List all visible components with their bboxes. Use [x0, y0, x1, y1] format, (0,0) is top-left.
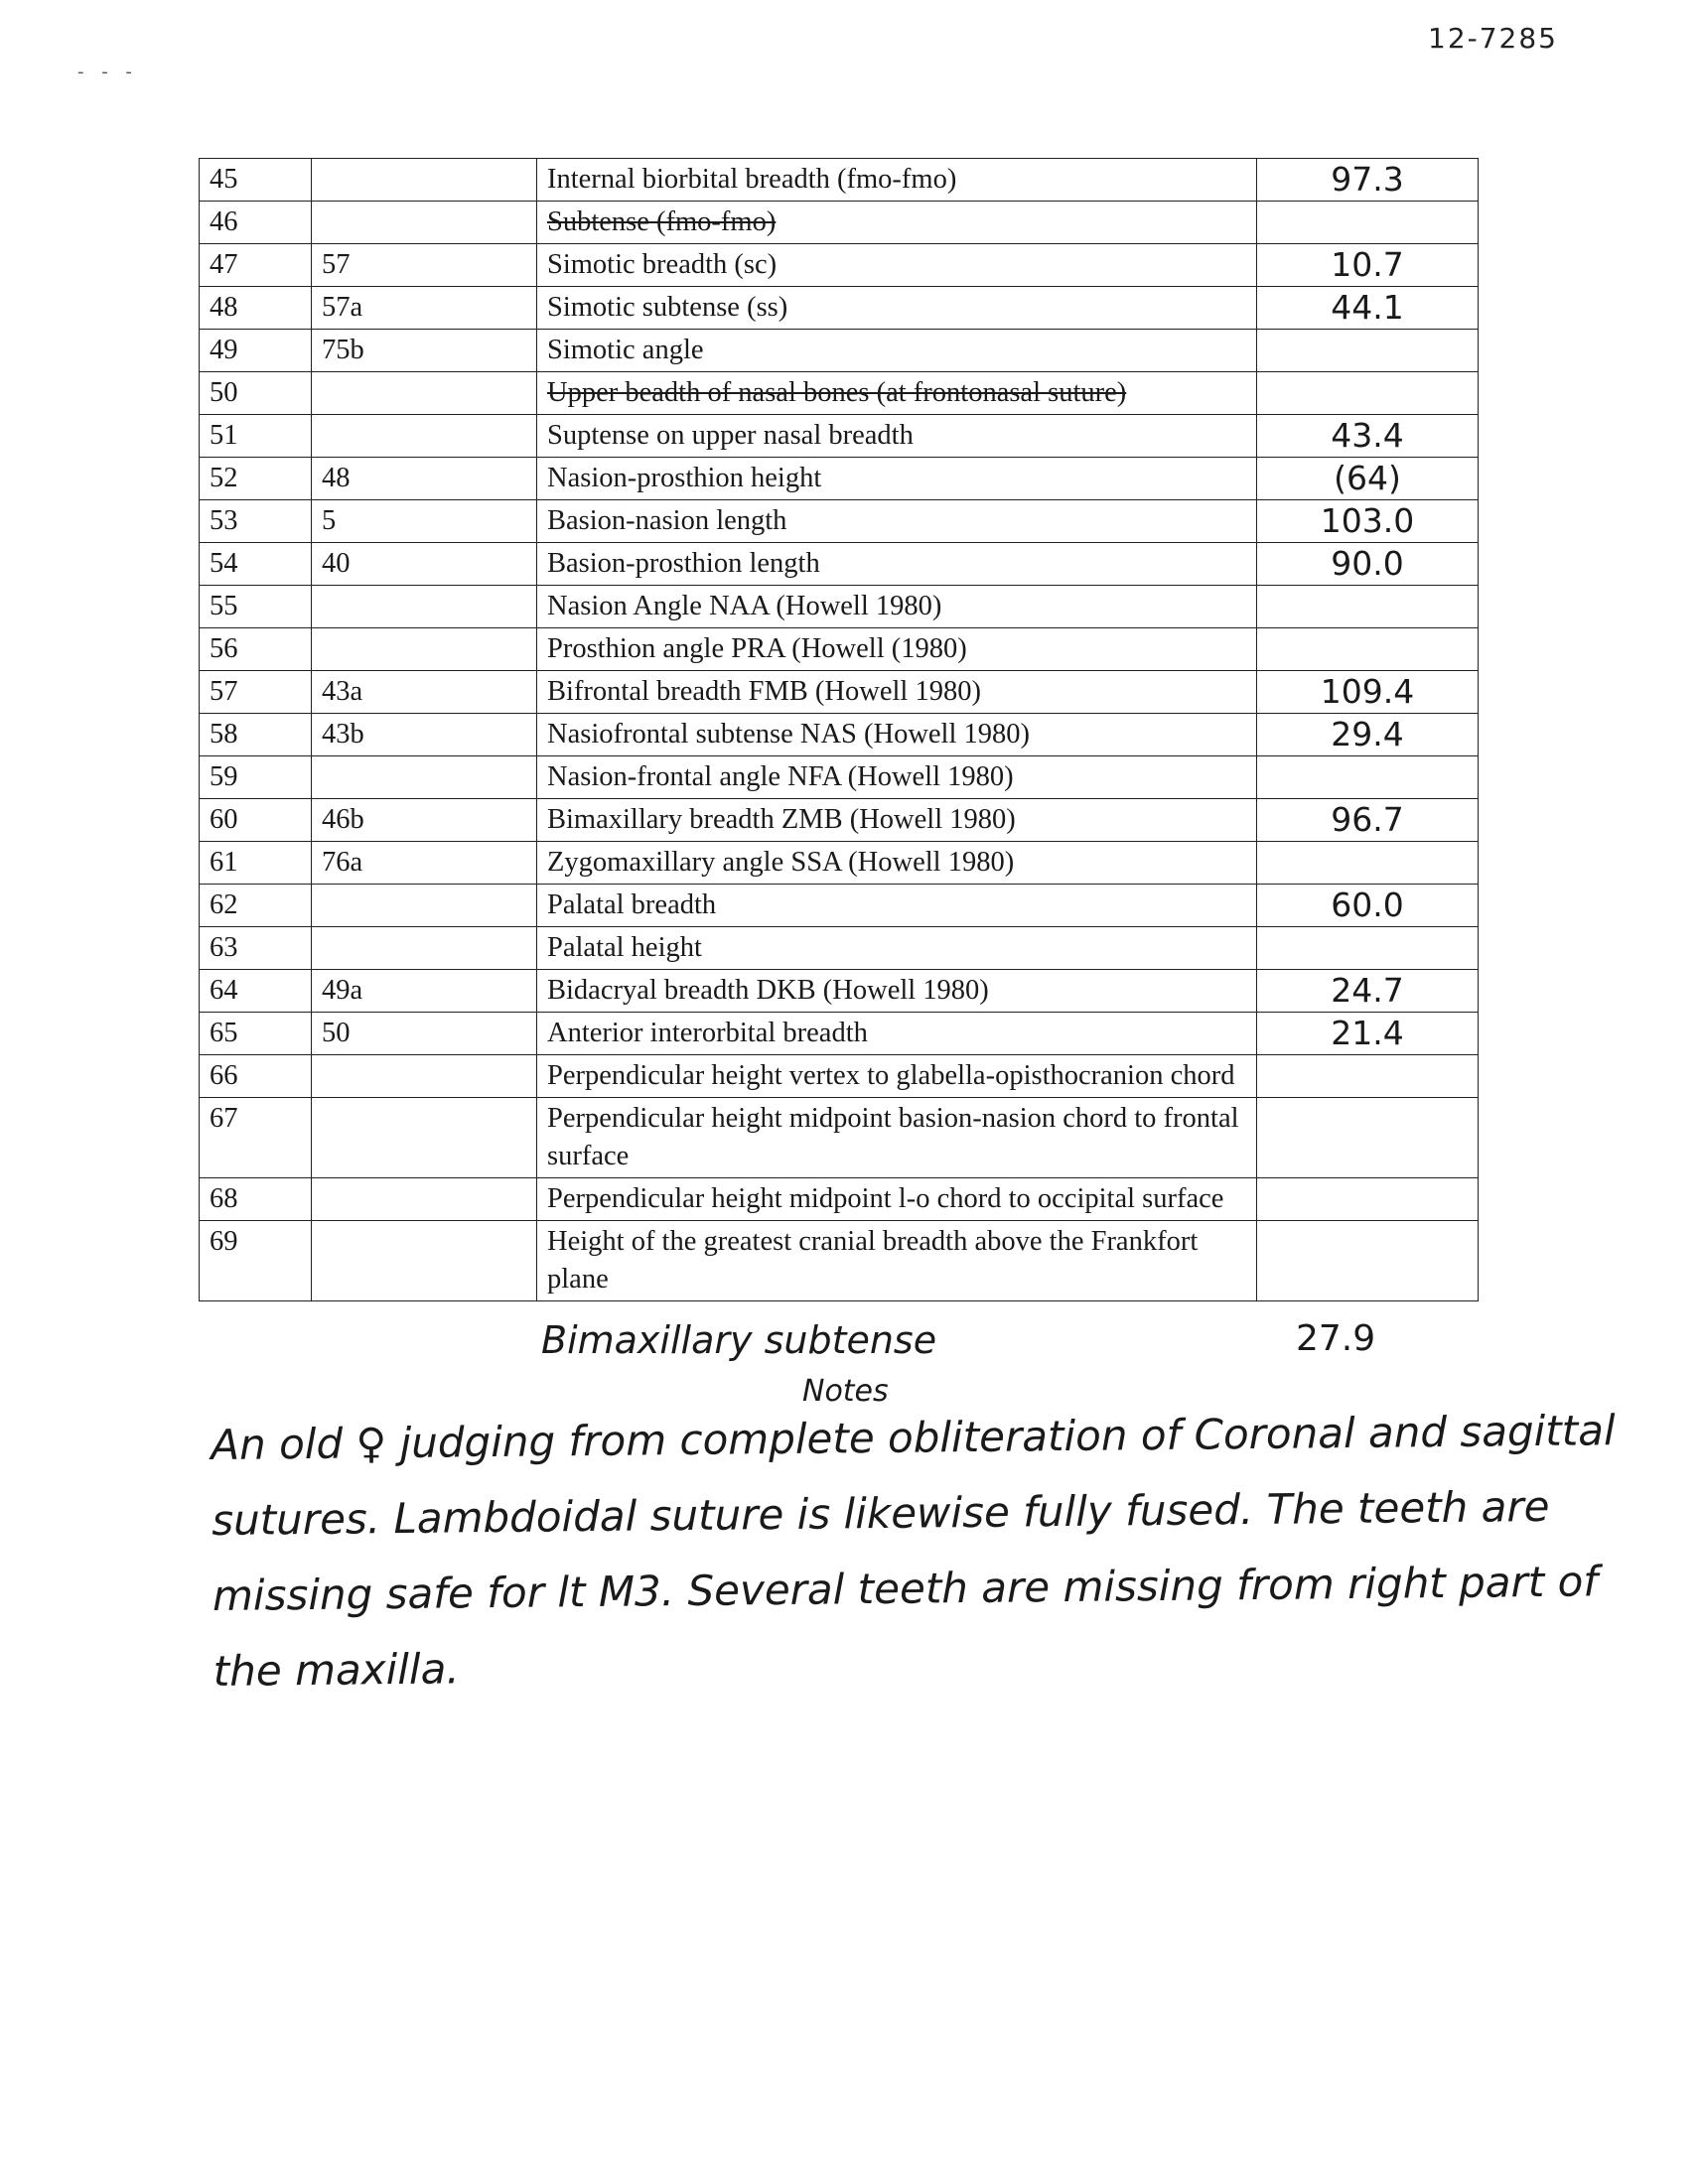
- row-number-cell: 55: [200, 586, 312, 628]
- row-description-cell: [537, 372, 1257, 415]
- row-description-cell: Perpendicular height vertex to glabella-opisthocranion chord: [537, 1055, 1257, 1098]
- row-number-cell: 62: [200, 885, 312, 927]
- row-description-cell: Perpendicular height midpoint l-o chord to occipital surface: [537, 1178, 1257, 1221]
- row-code-cell: 50: [312, 1013, 537, 1055]
- table-row: [200, 415, 1479, 458]
- row-code-cell: 43a: [312, 671, 537, 714]
- row-description-cell: Zygomaxillary angle SSA (Howell 1980): [537, 842, 1257, 885]
- table-row: [200, 1098, 1479, 1178]
- table-row: [200, 586, 1479, 628]
- row-description-cell: Nasiofrontal subtense NAS (Howell 1980): [537, 714, 1257, 756]
- row-description-cell: Simotic breadth (sc): [537, 244, 1257, 287]
- row-description-cell: Basion-nasion length: [537, 500, 1257, 543]
- row-code-cell: 5: [312, 500, 537, 543]
- row-value-cell: 60.0: [1257, 885, 1479, 927]
- row-code-cell: 49a: [312, 970, 537, 1013]
- row-code-cell: [312, 1221, 537, 1301]
- row-value-cell: 10.7: [1257, 244, 1479, 287]
- table-row: [200, 287, 1479, 330]
- row-code-cell: 75b: [312, 330, 537, 372]
- row-value-cell: 109.4: [1257, 671, 1479, 714]
- table-row: [200, 1221, 1479, 1301]
- row-description-cell: Bifrontal breadth FMB (Howell 1980): [537, 671, 1257, 714]
- row-description-cell: Suptense on upper nasal breadth: [537, 415, 1257, 458]
- row-code-cell: 43b: [312, 714, 537, 756]
- row-code-cell: 76a: [312, 842, 537, 885]
- row-description-cell: Palatal breadth: [537, 885, 1257, 927]
- row-description-cell: Simotic subtense (ss): [537, 287, 1257, 330]
- table-row: [200, 1013, 1479, 1055]
- table-row: [200, 970, 1479, 1013]
- row-value-cell: [1257, 1221, 1479, 1301]
- row-code-cell: [312, 885, 537, 927]
- row-description-cell: [537, 202, 1257, 244]
- row-code-cell: [312, 1098, 537, 1178]
- row-code-cell: [312, 1055, 537, 1098]
- row-number-cell: 58: [200, 714, 312, 756]
- row-value-cell: [1257, 1098, 1479, 1178]
- table-row: [200, 1055, 1479, 1098]
- table-row: [200, 714, 1479, 756]
- table-row: [200, 628, 1479, 671]
- table-row: [200, 671, 1479, 714]
- row-code-cell: [312, 628, 537, 671]
- row-number-cell: 64: [200, 970, 312, 1013]
- row-value-cell: [1257, 927, 1479, 970]
- row-value-cell: 103.0: [1257, 500, 1479, 543]
- row-value-cell: 29.4: [1257, 714, 1479, 756]
- row-number-cell: 66: [200, 1055, 312, 1098]
- table-row: [200, 885, 1479, 927]
- row-value-cell: 96.7: [1257, 799, 1479, 842]
- bimaxillary-subtense-label: Bimaxillary subtense: [541, 1318, 937, 1362]
- row-code-cell: [312, 159, 537, 202]
- notes-text: An old ♀ judging from complete obliteration of Coronal and sagittal sutures. Lambdoidal suture is likewise fully fused. The teeth are missing safe for lt M3. Several teeth are missing from right part of the maxilla.: [211, 1406, 1616, 1696]
- table-row: [200, 842, 1479, 885]
- row-code-cell: [312, 1178, 537, 1221]
- row-number-cell: 47: [200, 244, 312, 287]
- table-row: [200, 927, 1479, 970]
- row-value-cell: 43.4: [1257, 415, 1479, 458]
- row-code-cell: 46b: [312, 799, 537, 842]
- table-row: [200, 500, 1479, 543]
- row-number-cell: 48: [200, 287, 312, 330]
- row-number-cell: 69: [200, 1221, 312, 1301]
- struck-description-text: Subtense (fmo-fmo): [547, 206, 777, 237]
- row-code-cell: [312, 927, 537, 970]
- row-description-cell: Prosthion angle PRA (Howell (1980): [537, 628, 1257, 671]
- row-value-cell: [1257, 842, 1479, 885]
- row-number-cell: 57: [200, 671, 312, 714]
- row-number-cell: 56: [200, 628, 312, 671]
- row-code-cell: 57: [312, 244, 537, 287]
- struck-description-text: Upper beadth of nasal bones (at frontonasal suture): [547, 377, 1127, 408]
- row-value-cell: [1257, 330, 1479, 372]
- row-description-cell: Nasion-frontal angle NFA (Howell 1980): [537, 756, 1257, 799]
- row-code-cell: [312, 202, 537, 244]
- row-description-cell: Nasion Angle NAA (Howell 1980): [537, 586, 1257, 628]
- row-description-cell: Anterior interorbital breadth: [537, 1013, 1257, 1055]
- row-description-cell: Bidacryal breadth DKB (Howell 1980): [537, 970, 1257, 1013]
- row-value-cell: [1257, 1178, 1479, 1221]
- row-number-cell: 51: [200, 415, 312, 458]
- row-number-cell: 59: [200, 756, 312, 799]
- bimaxillary-subtense-value: 27.9: [1296, 1318, 1376, 1359]
- row-value-cell: 97.3: [1257, 159, 1479, 202]
- row-number-cell: 50: [200, 372, 312, 415]
- row-value-cell: [1257, 586, 1479, 628]
- row-code-cell: 57a: [312, 287, 537, 330]
- row-number-cell: 61: [200, 842, 312, 885]
- row-value-cell: 24.7: [1257, 970, 1479, 1013]
- row-value-cell: [1257, 756, 1479, 799]
- row-number-cell: 46: [200, 202, 312, 244]
- row-description-cell: Bimaxillary breadth ZMB (Howell 1980): [537, 799, 1257, 842]
- table-row: [200, 159, 1479, 202]
- document-id: 12-7285: [1428, 22, 1558, 55]
- row-code-cell: [312, 372, 537, 415]
- row-description-cell: Basion-prosthion length: [537, 543, 1257, 586]
- row-number-cell: 49: [200, 330, 312, 372]
- table-row: [200, 799, 1479, 842]
- row-code-cell: 40: [312, 543, 537, 586]
- table-row: [200, 756, 1479, 799]
- row-code-cell: [312, 586, 537, 628]
- row-number-cell: 45: [200, 159, 312, 202]
- row-number-cell: 67: [200, 1098, 312, 1178]
- row-description-cell: Perpendicular height midpoint basion-nasion chord to frontal surface: [537, 1098, 1257, 1178]
- row-number-cell: 60: [200, 799, 312, 842]
- row-description-cell: Nasion-prosthion height: [537, 458, 1257, 500]
- table-row: [200, 330, 1479, 372]
- row-number-cell: 52: [200, 458, 312, 500]
- row-code-cell: 48: [312, 458, 537, 500]
- row-code-cell: [312, 415, 537, 458]
- table-row: [200, 244, 1479, 287]
- table-row: [200, 543, 1479, 586]
- row-number-cell: 68: [200, 1178, 312, 1221]
- table-row: [200, 1178, 1479, 1221]
- row-value-cell: 21.4: [1257, 1013, 1479, 1055]
- scan-marks: - - -: [77, 62, 138, 82]
- row-value-cell: 90.0: [1257, 543, 1479, 586]
- row-number-cell: 54: [200, 543, 312, 586]
- table-row: [200, 202, 1479, 244]
- row-description-cell: Simotic angle: [537, 330, 1257, 372]
- row-number-cell: 63: [200, 927, 312, 970]
- measurements-table: [199, 158, 1479, 1301]
- row-value-cell: 44.1: [1257, 287, 1479, 330]
- row-value-cell: [1257, 202, 1479, 244]
- row-description-cell: Height of the greatest cranial breadth above the Frankfort plane: [537, 1221, 1257, 1301]
- row-value-cell: [1257, 372, 1479, 415]
- row-number-cell: 53: [200, 500, 312, 543]
- row-code-cell: [312, 756, 537, 799]
- row-number-cell: 65: [200, 1013, 312, 1055]
- table-row: [200, 372, 1479, 415]
- row-description-cell: Internal biorbital breadth (fmo-fmo): [537, 159, 1257, 202]
- notes-heading: Notes: [802, 1374, 889, 1409]
- row-description-cell: Palatal height: [537, 927, 1257, 970]
- row-value-cell: (64): [1257, 458, 1479, 500]
- row-value-cell: [1257, 1055, 1479, 1098]
- row-value-cell: [1257, 628, 1479, 671]
- table-row: [200, 458, 1479, 500]
